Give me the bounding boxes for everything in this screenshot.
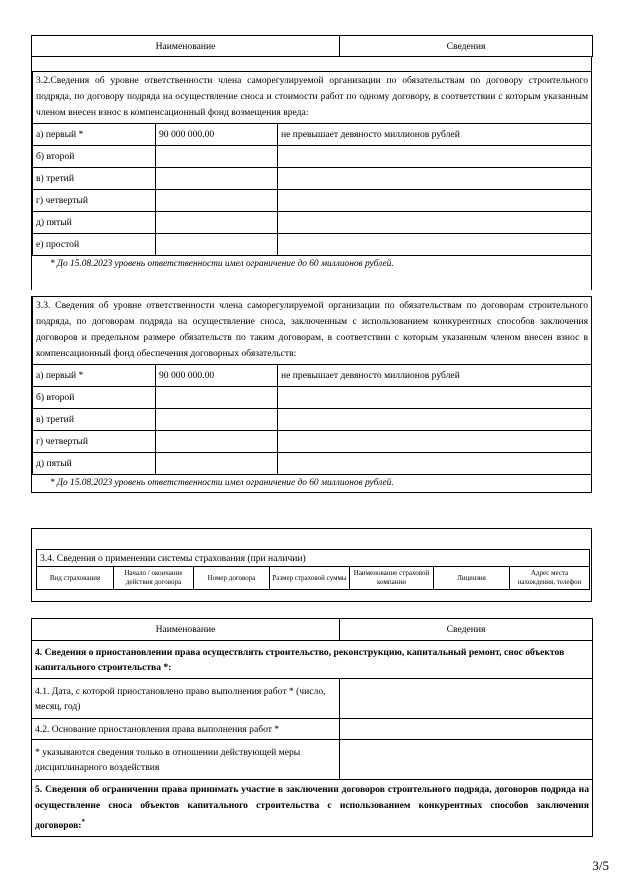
level-desc: [278, 168, 592, 190]
level-desc: [278, 453, 592, 475]
section-3-4: [31, 528, 592, 602]
level-desc: не превышает девяносто миллионов рублей: [278, 124, 592, 146]
section-3-2-title: 3.2.Сведения об уровне ответственности члена саморегулируемой организации по обязательствам по договору строительного подряда, по договору подряда на осуществление сноса и стоимости работ по одному договору, в соответствии с которым указанным членом внесен взнос в компенсационный фонд возмещения вреда:: [33, 72, 592, 124]
column-header: Номер договора: [194, 567, 270, 590]
section-5-text: 5. Сведения об ограничении права принимать участие в заключении договоров строительного подряда, договоров подряда на осуществление сноса объектов капитального строительства с использованием конкурентных способов заключения договоров:: [35, 784, 589, 832]
header-info-cell: Сведения: [340, 36, 593, 57]
column-header: Адрес места нахождения, телефон: [510, 567, 590, 590]
section-4-5: [31, 618, 592, 837]
level-label: в) третий: [33, 168, 156, 190]
suspension-date-value: [340, 679, 593, 719]
level-label: г) четвертый: [33, 190, 156, 212]
level-value: [156, 453, 278, 475]
column-header: Начало / окончание действия договора: [114, 567, 194, 590]
column-header: Вид страхования: [37, 567, 114, 590]
section-3-3-note: * До 15.08.2023 уровень ответственности имел ограничение до 60 миллионов рублей.: [50, 478, 394, 488]
section-3-4-title: 3.4. Сведения о применении системы страхования (при наличии): [37, 550, 590, 567]
level-label: а) первый *: [33, 124, 156, 146]
level-label: б) второй: [33, 146, 156, 168]
header-name-cell: Наименование: [32, 619, 340, 641]
header-info-cell: Сведения: [340, 619, 593, 641]
level-desc: [278, 146, 592, 168]
suspension-footnote: * указываются сведения только в отношении действующей меры дисциплинарного воздействия: [32, 740, 340, 780]
suspension-reason-label: 4.2. Основание приостановления права выполнения работ *: [32, 719, 340, 740]
level-value: [156, 212, 278, 234]
section-3-3-title: 3.3. Сведения об уровне ответственности члена саморегулируемой организации по обязательствам по договорам строительного подряда, по договорам подряда на осуществление сноса, заключенным с использованием конкурентных способов заключения договоров и предельном размере обязательств по таким договорам, в соответствии с которым указанным членом внесен взнос в компенсационный фонд обеспечения договорных обязательств:: [33, 297, 592, 365]
column-header: Размер страховой суммы: [270, 567, 350, 590]
level-value: [156, 409, 278, 431]
level-value: [156, 146, 278, 168]
level-label: г) четвертый: [33, 431, 156, 453]
level-value: [156, 168, 278, 190]
column-header: Наименование страховой компании: [350, 567, 434, 590]
level-label: в) третий: [33, 409, 156, 431]
level-label: б) второй: [33, 387, 156, 409]
level-value: 90 000 000.00: [156, 365, 278, 387]
level-desc: [278, 409, 592, 431]
level-value: [156, 234, 278, 256]
section-5-mark: *: [81, 818, 86, 826]
section-3-2: [31, 56, 592, 290]
column-header: Лицензия: [434, 567, 510, 590]
level-value: 90 000 000.00: [156, 124, 278, 146]
level-label: д) пятый: [33, 212, 156, 234]
suspension-reason-value: [340, 719, 593, 740]
page-number: 3/5: [592, 858, 609, 873]
section-3-3: [31, 296, 592, 493]
level-value: [156, 190, 278, 212]
level-label: д) пятый: [33, 453, 156, 475]
header-table: [31, 35, 592, 57]
level-label: е) простой: [33, 234, 156, 256]
level-desc: [278, 190, 592, 212]
level-value: [156, 387, 278, 409]
section-5-title: [32, 780, 593, 837]
level-desc: [278, 387, 592, 409]
suspension-date-label: 4.1. Дата, с которой приостановлено право выполнения работ * (число, месяц, год): [32, 679, 340, 719]
level-desc: не превышает девяносто миллионов рублей: [278, 365, 592, 387]
header-name-cell: Наименование: [32, 36, 340, 57]
level-desc: [278, 212, 592, 234]
section-3-2-note: * До 15.08.2023 уровень ответственности имел ограничение до 60 миллионов рублей.: [50, 259, 394, 269]
level-label: а) первый *: [33, 365, 156, 387]
suspension-footnote-value: [340, 740, 593, 780]
level-desc: [278, 431, 592, 453]
level-desc: [278, 234, 592, 256]
section-4-title: 4. Сведения о приостановлении права осуществлять строительство, реконструкцию, капитальный ремонт, снос объектов капитального строительства *:: [32, 641, 593, 679]
level-value: [156, 431, 278, 453]
